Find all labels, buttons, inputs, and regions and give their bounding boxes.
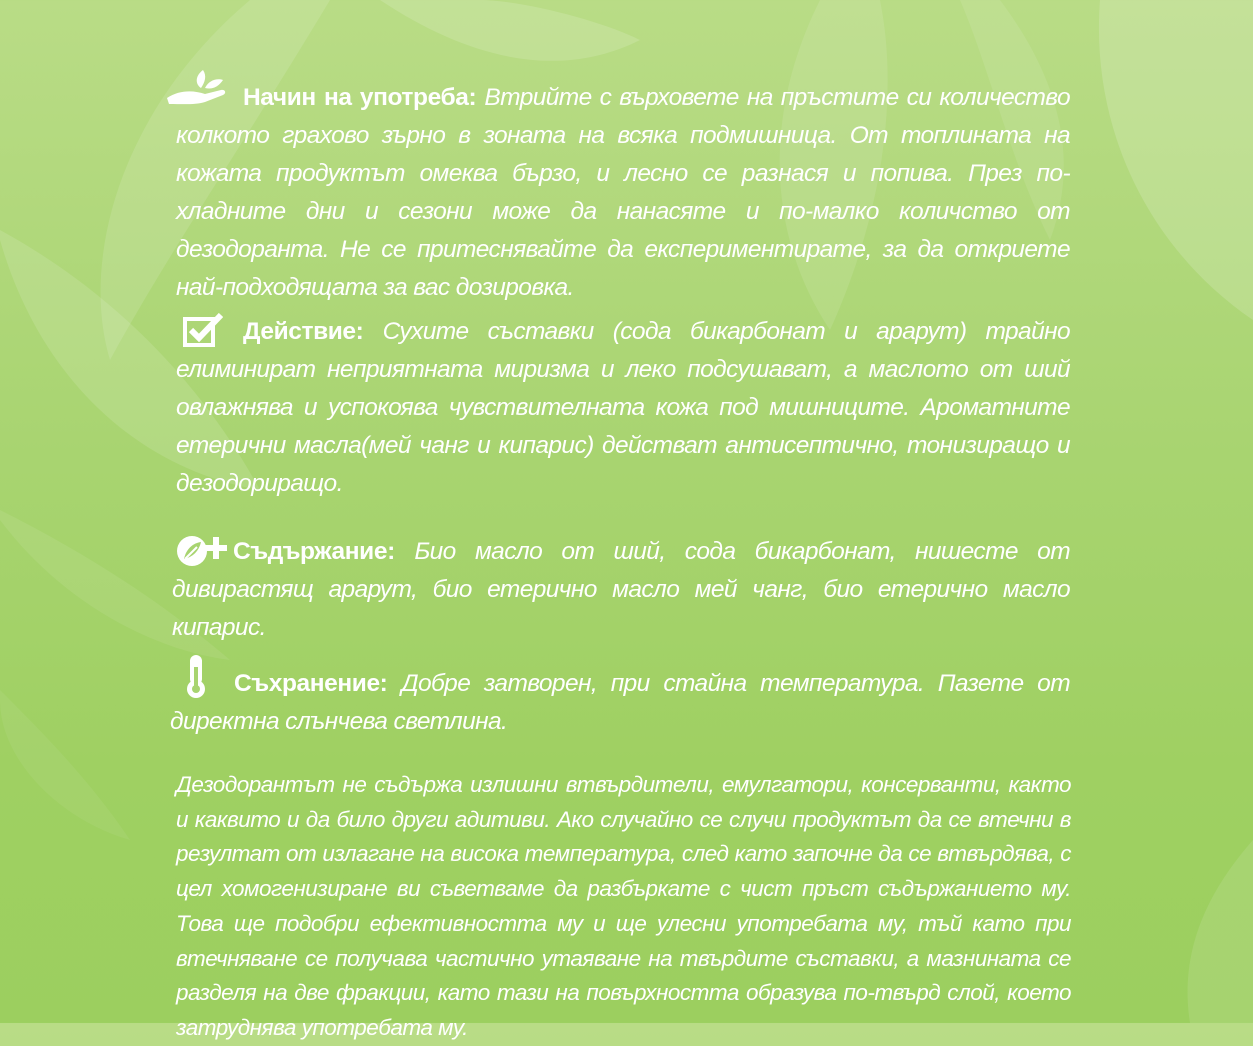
section-contents-text: Био масло от ший, сода бикарбонат, нишесте от дивирастящ арарут, био етерично масло мей чанг, био етерично масло кипарис. xyxy=(172,538,1071,641)
section-usage-text: Втрийте с върховете на пръстите си количество колкото грахово зърно в зоната на всяка подмишница. От топлината на кожата продуктът омеква бързо, и лесно се разнася и попива. През по-хладните дни и сезони може да нанасяте и по-малко количство от дезодоранта. Не се притеснявайте да експериментирате, за да откриете най-подходящата за вас дозировка. xyxy=(176,84,1070,301)
section-storage-heading: Съхранение: xyxy=(234,670,402,697)
additives-note: Дезодорантът не съдържа излишни втвърдители, емулгатори, консерванти, както и каквито и да било други адитиви. Ако случайно се случи продуктът да се втечни в резултат от излагане на висока температура, след като започне да се втвърдява, с цел хомогенизиране ви съветваме да разбъркате с чист пръст съдържанието му. Това ще подобри ефективността му и ще улесни употребата му, тъй като при втечняване се получава частично утаяване на твърдите съставки, а мазнината се разделя на две фракции, като тази на повърхността образува по-твърд слой, което затруднява употребата му. xyxy=(176,772,1071,1040)
section-storage xyxy=(170,665,1070,741)
section-action-heading: Действие: xyxy=(243,318,383,345)
section-action-text: Сухите съставки (сода бикарбонат и арарут) трайно елиминират неприятната миризма и леко подсушават, а маслото от ший овлажнява и успокоява чувствителната кожа под мишниците. Ароматните етерични масла(мей чанг и кипарис) действат антисептично, тонизиращо и дезодориращо. xyxy=(176,318,1070,497)
section-action xyxy=(176,313,1070,503)
section-usage xyxy=(176,79,1070,307)
section-contents-heading: Съдържание: xyxy=(233,538,415,565)
section-storage-text: Добре затворен, при стайна температура. Пазете от директна слънчева светлина. xyxy=(170,670,1070,735)
section-usage-heading: Начин на употреба: xyxy=(243,84,485,111)
section-contents xyxy=(172,533,1070,647)
